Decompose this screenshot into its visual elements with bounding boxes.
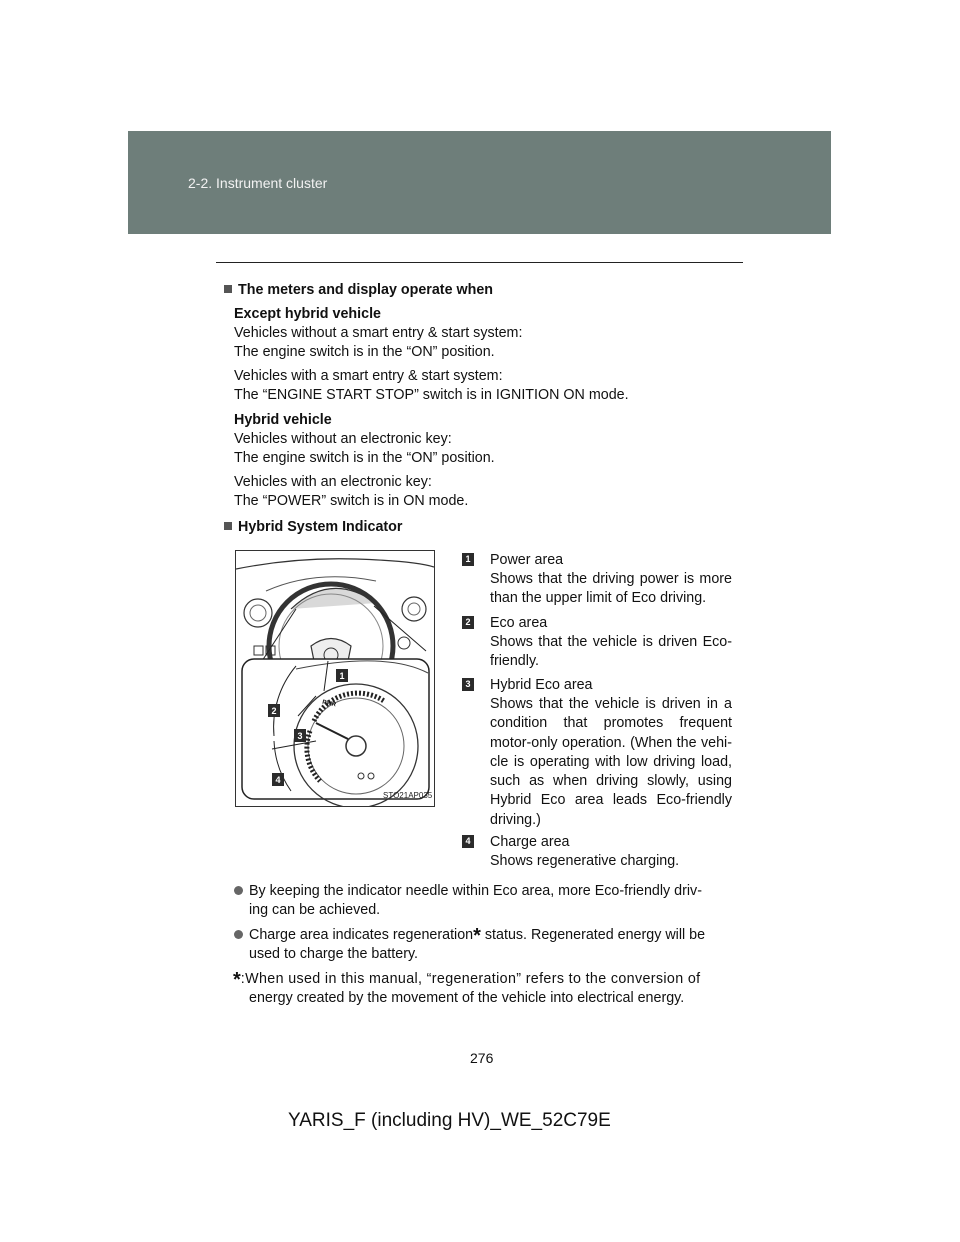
hsi-heading [224,518,402,537]
page-number: 276 [470,1050,494,1066]
except-no-smart-line2: The engine switch is in the “ON” position. [234,344,495,360]
hybrid-no-key-line2: The engine switch is in the “ON” position. [234,450,495,466]
horizontal-rule [216,262,743,263]
figure-label: STO21AP035 [383,791,433,800]
callout-badge: 4 [462,835,474,848]
hybrid-key-line1: Vehicles with an electronic key: [234,474,432,490]
hybrid-eco-area-title: Hybrid Eco area [490,677,593,693]
bullet-charge-text-post: status. Regenerated energy will be [480,927,706,943]
hybrid-heading: Hybrid vehicle [234,412,332,428]
document-footer: YARIS_F (including HV)_WE_52C79E [288,1110,611,1131]
bullet-charge-text-pre: Charge area indicates regeneration [249,927,474,943]
circle-bullet-icon [234,886,243,895]
square-bullet-icon [224,522,232,530]
meters-heading [224,281,493,300]
bullet-eco-text: By keeping the indicator needle within Eco area, more Eco-friendly driv- [249,883,702,899]
svg-text:3: 3 [297,731,303,741]
hybrid-eco-area-desc: Shows that the vehicle is driven in a condition that promotes frequent motor-only operation. (When the vehi-cle is operating with low driving load, such as when driving slowly, using Hybrid Eco area leads Eco-friendly driving.) [490,696,732,828]
header-band [128,131,831,234]
bullet-eco-line2: ing can be achieved. [249,902,381,918]
except-hybrid-heading: Except hybrid vehicle [234,306,381,322]
section-title: 2-2. Instrument cluster [188,175,328,191]
callout-badge: 2 [462,616,474,629]
footnote-line2: energy created by the movement of the vehicle into electrical energy. [249,990,685,1006]
bullet-charge-line2: used to charge the battery. [249,946,419,962]
power-area-title: Power area [490,552,564,568]
bullet-eco-line1 [234,882,702,901]
power-area-desc: Shows that the driving power is more than the upper limit of Eco driving. [490,571,732,607]
gauge-pwr-label: PWR [321,699,337,709]
footnote-text: :When used in this manual, “regeneration” refers to the conversion of [240,971,701,987]
except-smart-line1: Vehicles with a smart entry & start system: [234,368,503,384]
dashboard-illustration [236,551,434,806]
charge-area-desc: Shows regenerative charging. [490,853,680,869]
eco-area-desc: Shows that the vehicle is driven Eco-friendly. [490,634,732,670]
circle-bullet-icon [234,930,243,939]
hsi-title: Hybrid System Indicator [238,519,403,535]
hybrid-key-line2: The “POWER” switch is in ON mode. [234,493,469,509]
square-bullet-icon [224,285,232,293]
meters-title: The meters and display operate when [238,282,494,298]
callout-badge: 1 [462,553,474,566]
footnote-asterisk: * [233,969,241,991]
except-smart-line2: The “ENGINE START STOP” switch is in IGNITION ON mode. [234,387,629,403]
except-no-smart-line1: Vehicles without a smart entry & start system: [234,325,523,341]
svg-text:1: 1 [339,671,345,681]
eco-area-title: Eco area [490,615,548,631]
svg-text:4: 4 [275,775,281,785]
dashboard-figure [235,550,435,807]
callout-badge: 3 [462,678,474,691]
footnote-line1 [233,970,743,989]
bullet-charge-line1 [234,926,705,945]
charge-area-title: Charge area [490,834,570,850]
asterisk-mark: * [473,925,481,947]
hybrid-no-key-line1: Vehicles without an electronic key: [234,431,452,447]
svg-text:2: 2 [271,706,277,716]
